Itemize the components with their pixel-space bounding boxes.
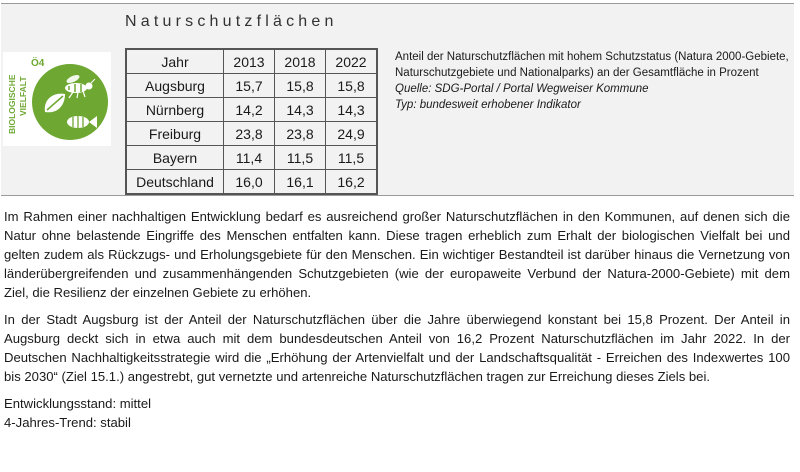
table-row: [126, 170, 377, 195]
row-label: Deutschland: [126, 170, 224, 195]
logo-code: Ö4: [31, 58, 45, 69]
status-block: [4, 394, 790, 432]
row-label: Nürnberg: [126, 98, 224, 122]
table-header-row: [126, 49, 377, 74]
biodiversity-logo: [3, 52, 111, 146]
paragraph-augsburg: In der Stadt Augsburg ist der Anteil der Naturschutzflächen über die Jahre überwiegend konstant bei 15,8 Prozent. Der Anteil in Augsburg deckt sich in etwa auch mit dem bundesdeutschen Anteil von 16,2 Prozent Naturschutzflächen im Jahr 2022. In der Deutschen Nachhaltigkeitsstrategie wird die „Erhöhung der Artenvielfalt und der Landschaftsqualität - Erreichen des Indexwertes 100 bis 2030“ (Ziel 15.1.) angestrebt, gut vernetzte und artenreiche Naturschutzflächen tragen zur Erreichung dieses Ziels bei.: [4, 312, 790, 384]
table-cell: 15,8: [275, 74, 326, 98]
row-label: Augsburg: [126, 74, 224, 98]
table-header-2022: 2022: [326, 49, 378, 74]
table-row: [126, 98, 377, 122]
biodiversity-logo-icon: [3, 52, 111, 146]
source-text: Quelle: SDG-Portal / Portal Wegweiser Kommune: [395, 83, 649, 95]
table-cell: 14,3: [326, 98, 378, 122]
table-cell: 16,2: [326, 170, 378, 195]
table-cell: 16,1: [275, 170, 326, 195]
table-header-year: Jahr: [126, 49, 224, 74]
table-cell: 23,8: [275, 122, 326, 146]
logo-text-bottom: VIELFALT: [18, 76, 28, 116]
paragraph-intro: Im Rahmen einer nachhaltigen Entwicklung bedarf es ausreichend großer Naturschutzflächen in den Kommunen, auf denen sich die Natur ohne belastende Eingriffe des Menschen entfalten kann. Diese tragen erheblich zum Erhalt der biologischen Vielfalt bei und gelten zudem als Rückzugs- und Erholungsgebiete für den Menschen. Ein wichtiger Bestandteil ist darüber hinaus die Vernetzung von länderübergreifenden und zusammenhängenden Schutzgebieten (wie der europaweite Verbund der Natura-2000-Gebiete) mit dem Ziel, die Resilienz der einzelnen Gebiete zu erhöhen.: [4, 209, 790, 300]
page-title: Naturschutzflächen: [125, 13, 338, 30]
trend-status: 4-Jahres-Trend: stabil: [4, 415, 131, 430]
table-cell: 14,3: [275, 98, 326, 122]
table-cell: 24,9: [326, 122, 378, 146]
table-header-2013: 2013: [224, 49, 275, 74]
table-cell: 16,0: [224, 170, 275, 195]
data-table: [125, 48, 378, 195]
description-text: Anteil der Naturschutzflächen mit hohem Schutzstatus (Natura 2000-Gebiete, Naturschutzgebiete und Nationalparks) an der Gesamtfläche in Prozent: [395, 51, 789, 79]
development-status: Entwicklungsstand: mittel: [4, 396, 152, 411]
header-panel: [1, 3, 794, 196]
table-cell: 11,5: [275, 146, 326, 170]
table-cell: 11,5: [326, 146, 378, 170]
table-row: [126, 146, 377, 170]
table-cell: 11,4: [224, 146, 275, 170]
logo-circle: [32, 64, 108, 140]
row-label: Freiburg: [126, 122, 224, 146]
table-header-2018: 2018: [275, 49, 326, 74]
table-row: [126, 74, 377, 98]
row-label: Bayern: [126, 146, 224, 170]
body-text: [4, 207, 790, 432]
type-text: Typ: bundesweit erhobener Indikator: [395, 99, 581, 111]
indicator-description: [395, 49, 793, 113]
table-cell: 15,7: [224, 74, 275, 98]
logo-text-top: BIOLOGISCHE: [7, 74, 17, 134]
table-cell: 23,8: [224, 122, 275, 146]
table-cell: 14,2: [224, 98, 275, 122]
table-row: [126, 122, 377, 146]
table-cell: 15,8: [326, 74, 378, 98]
